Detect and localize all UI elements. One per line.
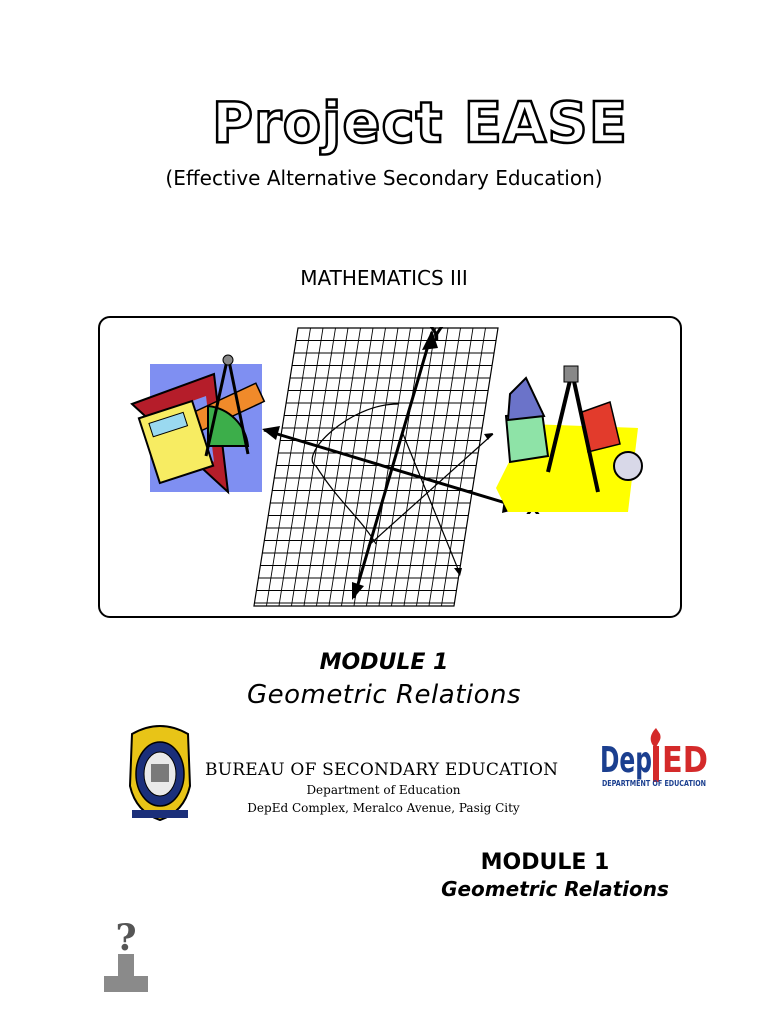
cover-illustration — [98, 316, 682, 618]
module-title: Geometric Relations — [246, 680, 522, 710]
deped-logo — [598, 724, 710, 792]
bureau-address: DepEd Complex, Meralco Avenue, Pasig City — [247, 801, 520, 815]
geometric-solids-clipart — [496, 366, 642, 512]
footer-module-title: Geometric Relations — [441, 877, 669, 901]
x-axis-arrow-left — [262, 426, 280, 440]
svg-text:?: ? — [115, 920, 137, 959]
deped-wordmark-ed: ED — [662, 740, 708, 781]
deped-tagline: DEPARTMENT OF EDUCATION — [602, 779, 706, 788]
project-title — [0, 80, 768, 160]
module-number: MODULE 1 — [319, 650, 449, 675]
project-subtitle: (Effective Alternative Secondary Education) — [165, 166, 603, 190]
department-name: Department of Education — [306, 783, 461, 797]
bse-seal-icon — [124, 722, 196, 822]
drafting-tools-clipart — [132, 355, 264, 492]
y-axis-label: Y — [430, 324, 444, 345]
subject-heading: MATHEMATICS III — [300, 266, 468, 290]
coordinate-grid — [254, 328, 498, 606]
deped-wordmark-dep: Dep — [600, 740, 652, 781]
question-mark-person-icon — [100, 920, 152, 996]
bureau-name: BUREAU OF SECONDARY EDUCATION — [205, 760, 559, 780]
footer-module-number: MODULE 1 — [480, 850, 610, 875]
project-title-text: Project EASE — [212, 91, 628, 156]
